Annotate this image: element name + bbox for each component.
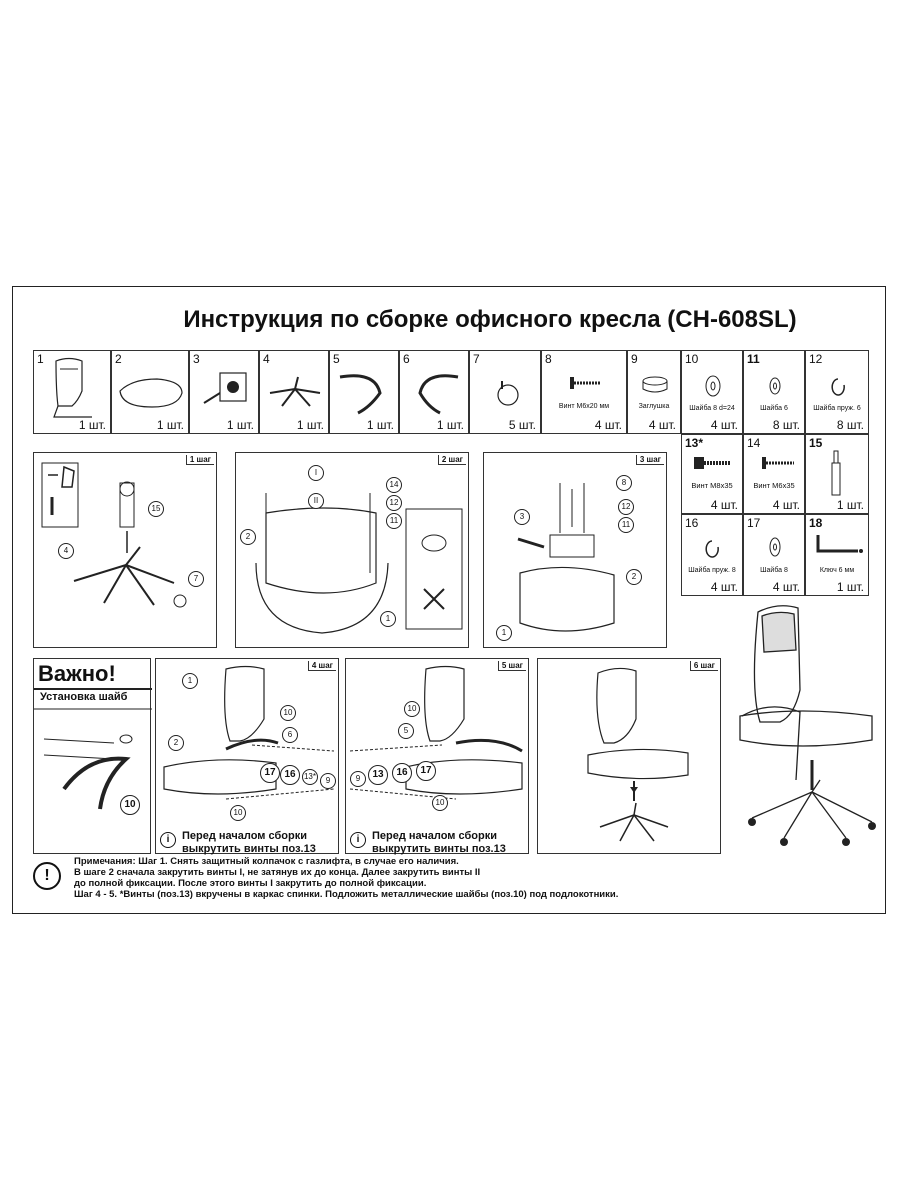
info-note-step5 bbox=[372, 830, 506, 856]
callout-11: 11 bbox=[618, 517, 634, 533]
callout-10: 10 bbox=[120, 795, 140, 815]
mechanism-mount-illustration bbox=[484, 453, 668, 649]
part-number: 13* bbox=[685, 436, 704, 450]
armrest-assembly-illustration bbox=[346, 659, 530, 855]
part-number: 7 bbox=[473, 352, 480, 366]
step-label: 5 шаг bbox=[498, 661, 526, 671]
callout-11: 11 bbox=[386, 513, 402, 529]
part-number: 17 bbox=[747, 516, 761, 530]
part-cell-18 bbox=[805, 514, 869, 596]
part-number: 14 bbox=[747, 436, 761, 450]
important-subtitle: Установка шайб bbox=[40, 691, 128, 703]
part-qty: 1 шт. bbox=[156, 418, 184, 432]
step-6-panel bbox=[537, 658, 721, 854]
part-qty: 4 шт. bbox=[648, 418, 676, 432]
callout-8: 8 bbox=[616, 475, 632, 491]
part-number: 9 bbox=[631, 352, 638, 366]
callout-5: 5 bbox=[398, 723, 414, 739]
step-label: 2 шаг bbox=[438, 455, 466, 465]
part-number: 4 bbox=[263, 352, 270, 366]
callout-9: 9 bbox=[350, 771, 366, 787]
info-line-2: выкрутить винты поз.13 bbox=[372, 843, 506, 855]
part-cell-7 bbox=[469, 350, 541, 434]
callout-1: 1 bbox=[380, 611, 396, 627]
part-caption: Шайба 8 d=24 bbox=[689, 405, 735, 412]
page-title: Инструкция по сборке офисного кресла (CH-608SL) bbox=[183, 306, 797, 333]
part-number: 15 bbox=[809, 436, 823, 450]
callout-3: 3 bbox=[514, 509, 530, 525]
step-4-panel bbox=[155, 658, 339, 854]
part-cell-8 bbox=[541, 350, 627, 434]
note-line: В шаге 2 сначала закрутить винты I, не затянув их до конца. Далее закрутить винты II bbox=[74, 867, 481, 878]
step-1-panel bbox=[33, 452, 217, 648]
callout-2: 2 bbox=[240, 529, 256, 545]
callout-16: 16 bbox=[392, 763, 412, 783]
part-number: 12 bbox=[809, 352, 823, 366]
callout-9: 9 bbox=[320, 773, 336, 789]
part-qty: 1 шт. bbox=[78, 418, 106, 432]
part-cell-14 bbox=[743, 434, 805, 514]
part-number: 2 bbox=[115, 352, 122, 366]
part-number: 1 bbox=[37, 352, 44, 366]
part-qty: 1 шт. bbox=[296, 418, 324, 432]
part-qty: 1 шт. bbox=[226, 418, 254, 432]
part-number: 5 bbox=[333, 352, 340, 366]
part-number: 3 bbox=[193, 352, 200, 366]
step-label: 6 шаг bbox=[690, 661, 718, 671]
callout-12: 12 bbox=[386, 495, 402, 511]
part-qty: 1 шт. bbox=[836, 498, 864, 512]
important-panel bbox=[33, 658, 151, 854]
part-cell-12 bbox=[805, 350, 869, 434]
part-cell-4 bbox=[259, 350, 329, 434]
info-line-1: Перед началом сборки bbox=[372, 830, 497, 842]
step-2-panel bbox=[235, 452, 469, 648]
part-cell-6 bbox=[399, 350, 469, 434]
callout-1: 1 bbox=[182, 673, 198, 689]
callout-15: 15 bbox=[148, 501, 164, 517]
callout-2: 2 bbox=[626, 569, 642, 585]
part-qty: 4 шт. bbox=[772, 498, 800, 512]
part-cell-13 bbox=[681, 434, 743, 514]
part-caption: Ключ 6 мм bbox=[819, 567, 855, 574]
part-caption: Винт М6х20 мм bbox=[558, 403, 610, 410]
info-line-2: выкрутить винты поз.13 bbox=[182, 843, 316, 855]
part-qty: 4 шт. bbox=[710, 418, 738, 432]
part-qty: 4 шт. bbox=[710, 580, 738, 594]
note-line: Примечания: Шаг 1. Снять защитный колпачок с газлифта, в случае его наличия. bbox=[74, 856, 459, 867]
part-qty: 4 шт. bbox=[710, 498, 738, 512]
part-number: 16 bbox=[685, 516, 699, 530]
notes-warning-icon: ! bbox=[33, 862, 61, 890]
chair-on-base-illustration bbox=[538, 659, 722, 855]
part-qty: 1 шт. bbox=[366, 418, 394, 432]
callout-17: 17 bbox=[416, 761, 436, 781]
part-number: 6 bbox=[403, 352, 410, 366]
part-cell-3 bbox=[189, 350, 259, 434]
step-label: 3 шаг bbox=[636, 455, 664, 465]
part-caption: Шайба 8 bbox=[760, 567, 788, 574]
armrest-assembly-illustration bbox=[156, 659, 340, 855]
part-cell-16 bbox=[681, 514, 743, 596]
part-qty: 4 шт. bbox=[594, 418, 622, 432]
part-qty: 8 шт. bbox=[772, 418, 800, 432]
step-3-panel bbox=[483, 452, 667, 648]
callout-10: 10 bbox=[280, 705, 296, 721]
callout-16: 16 bbox=[280, 765, 300, 785]
part-cell-10 bbox=[681, 350, 743, 434]
callout-II: II bbox=[308, 493, 324, 509]
part-qty: 8 шт. bbox=[836, 418, 864, 432]
callout-14: 14 bbox=[386, 477, 402, 493]
callout-1: 1 bbox=[496, 625, 512, 641]
part-cell-15 bbox=[805, 434, 869, 514]
part-caption: Винт М8х35 bbox=[691, 481, 733, 490]
part-caption: Винт М6х35 bbox=[753, 481, 795, 490]
part-qty: 1 шт. bbox=[836, 580, 864, 594]
callout-I: I bbox=[308, 465, 324, 481]
note-line: Шаг 4 - 5. *Винты (поз.13) вкручены в каркас спинки. Подложить металлические шайбы (поз.10) под подлокотники. bbox=[74, 889, 619, 900]
part-caption: Шайба пруж. 8 bbox=[688, 567, 736, 574]
part-qty: 1 шт. bbox=[436, 418, 464, 432]
callout-10: 10 bbox=[230, 805, 246, 821]
step-5-panel bbox=[345, 658, 529, 854]
part-cell-1 bbox=[33, 350, 111, 434]
callout-7: 7 bbox=[188, 571, 204, 587]
part-number: 10 bbox=[685, 352, 699, 366]
part-qty: 5 шт. bbox=[508, 418, 536, 432]
part-cell-9 bbox=[627, 350, 681, 434]
important-title: Важно! bbox=[38, 661, 116, 686]
callout-13: 13 bbox=[368, 765, 388, 785]
note-line: до полной фиксации. После этого винты I закрутить до полной фиксации. bbox=[74, 878, 427, 889]
callout-2: 2 bbox=[168, 735, 184, 751]
part-caption: Шайба 6 bbox=[760, 405, 788, 412]
part-qty: 4 шт. bbox=[772, 580, 800, 594]
callout-6: 6 bbox=[282, 727, 298, 743]
callout-10: 10 bbox=[404, 701, 420, 717]
part-cell-11 bbox=[743, 350, 805, 434]
seat-mount-illustration bbox=[236, 453, 470, 649]
washer-install-illustration bbox=[34, 659, 152, 855]
part-number: 18 bbox=[809, 516, 823, 530]
part-cell-2 bbox=[111, 350, 189, 434]
info-icon: i bbox=[160, 832, 176, 848]
info-icon: i bbox=[350, 832, 366, 848]
info-line-1: Перед началом сборки bbox=[182, 830, 307, 842]
callout-10: 10 bbox=[432, 795, 448, 811]
info-note-step4 bbox=[182, 830, 316, 856]
callout-13-star: 13* bbox=[302, 769, 318, 785]
callout-17: 17 bbox=[260, 763, 280, 783]
step-label: 4 шаг bbox=[308, 661, 336, 671]
notes-block bbox=[74, 856, 618, 900]
part-cell-5 bbox=[329, 350, 399, 434]
callout-12: 12 bbox=[618, 499, 634, 515]
step-label: 1 шаг bbox=[186, 455, 214, 465]
part-cell-17 bbox=[743, 514, 805, 596]
part-number: 11 bbox=[747, 352, 760, 366]
callout-4: 4 bbox=[58, 543, 74, 559]
part-caption: Заглушка bbox=[638, 403, 670, 410]
part-number: 8 bbox=[545, 352, 552, 366]
part-caption: Шайба пруж. 6 bbox=[813, 405, 861, 412]
